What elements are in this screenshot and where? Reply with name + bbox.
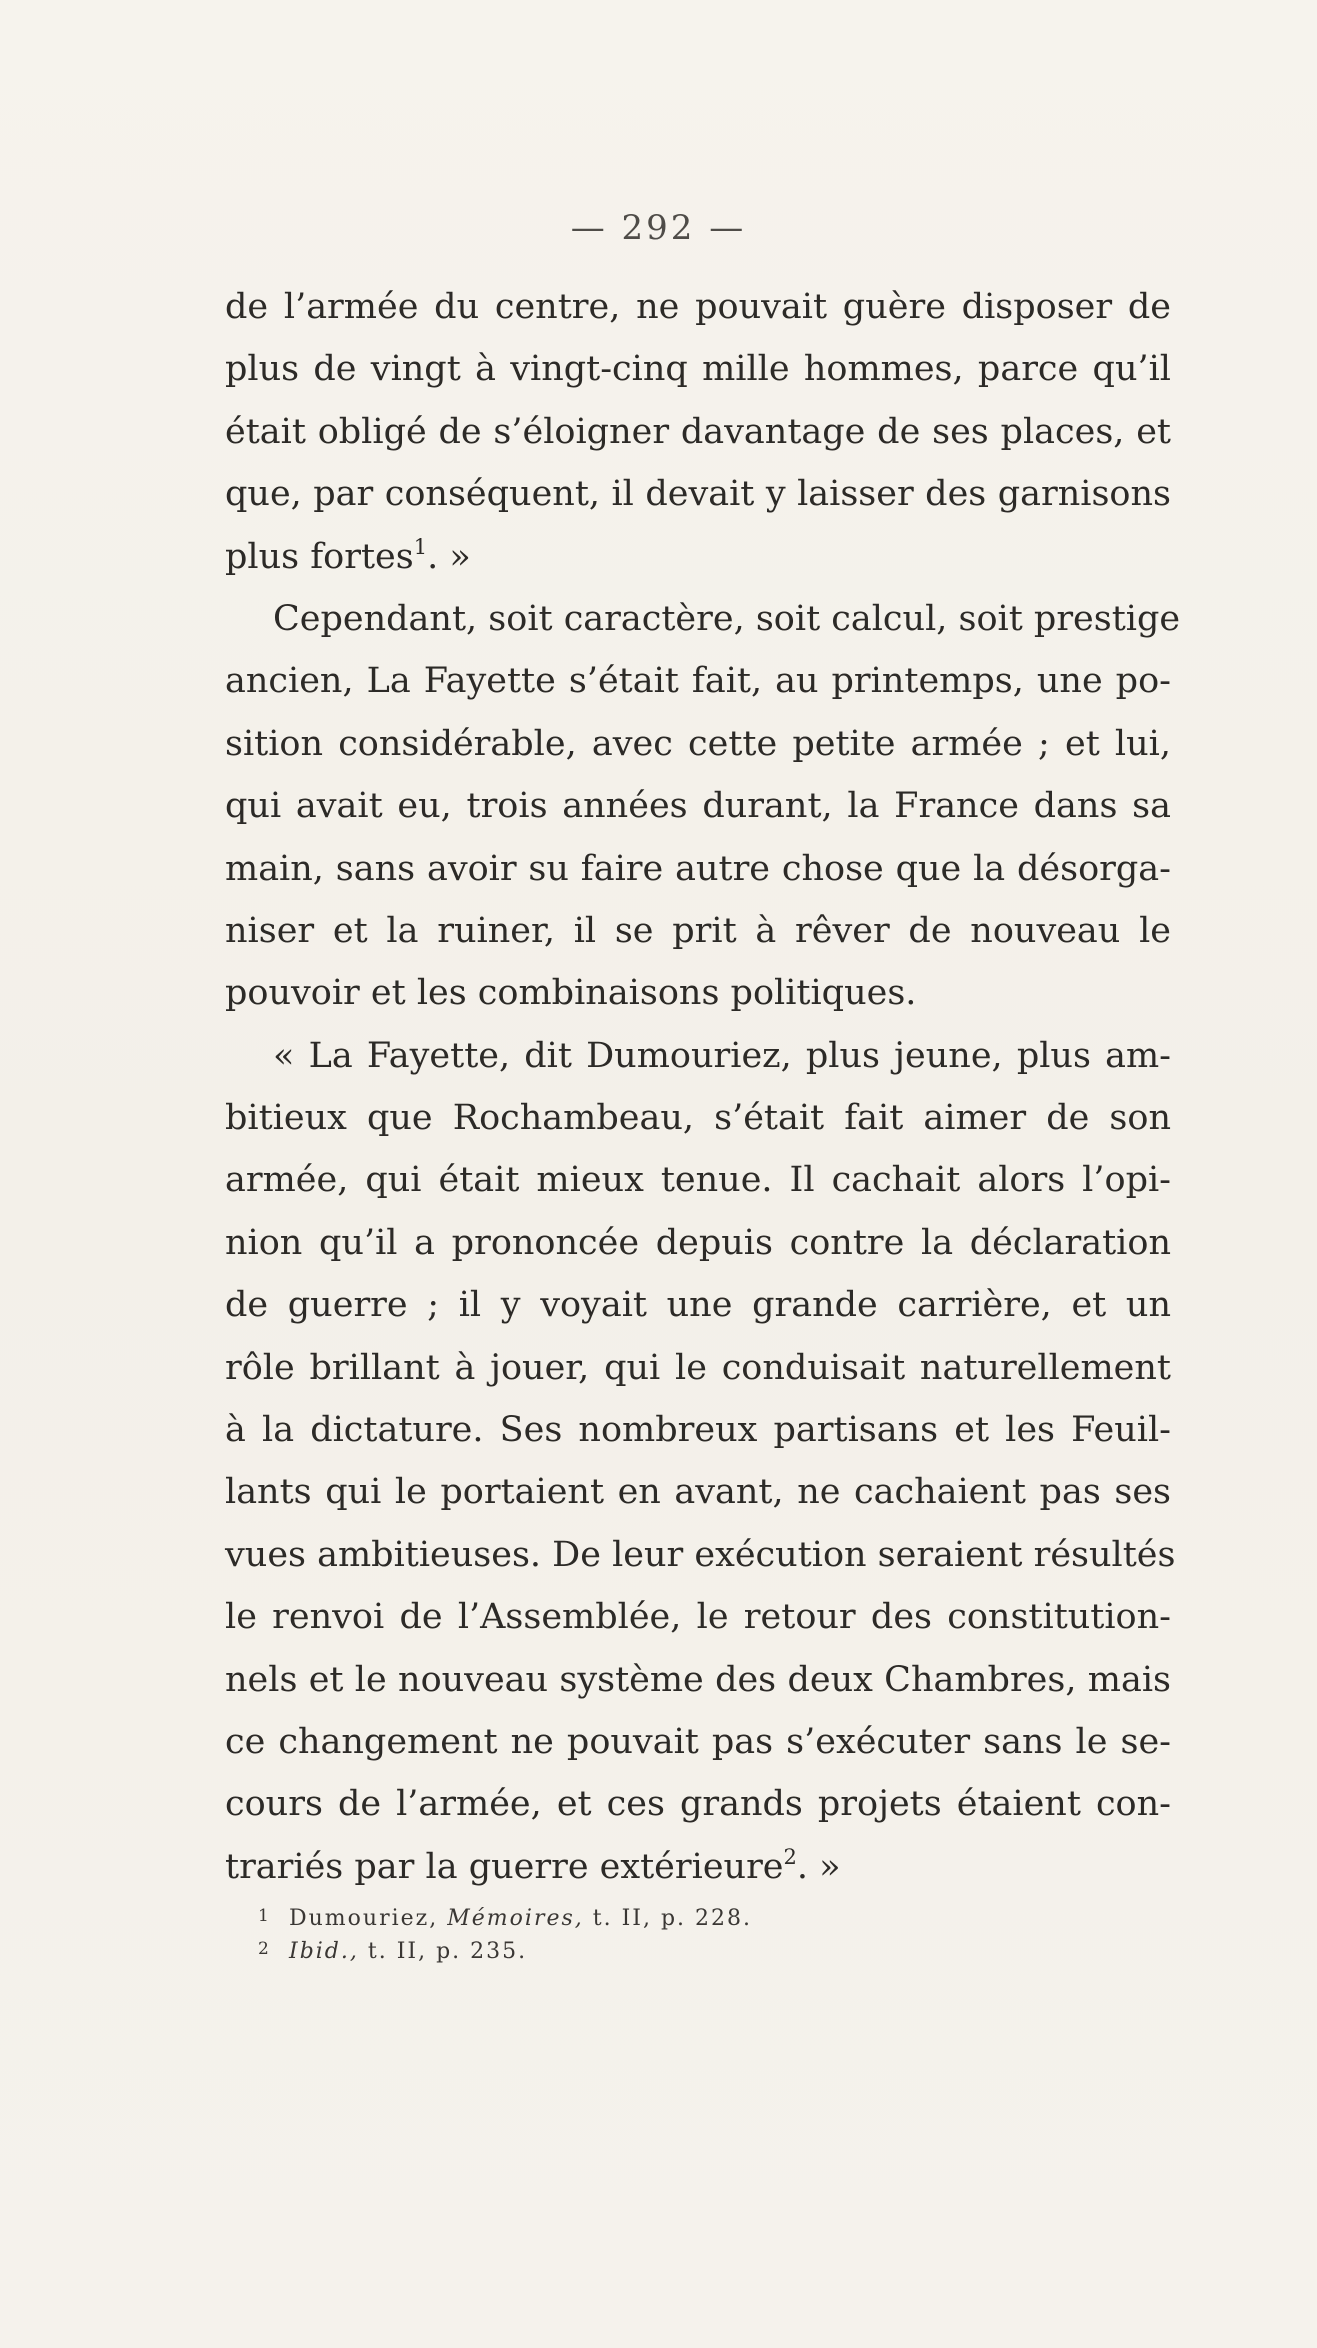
text-line: de guerre ; il y voyait une grande carrière, et un — [225, 1285, 1171, 1326]
text-line: que, par conséquent, il devait y laisser des garnisons — [225, 474, 1171, 515]
text-line: vues ambitieuses. De leur exécution seraient résultés — [225, 1534, 1176, 1575]
text-line-content: trariés par la guerre extérieure — [225, 1846, 784, 1887]
footnote-title: Ibid., — [289, 1939, 359, 1964]
footnote-mark: 1 — [258, 1906, 271, 1926]
footnote-1 — [258, 1900, 958, 1933]
body-text — [225, 276, 1181, 1898]
text-line: pouvoir et les combinaisons politiques. — [225, 973, 917, 1014]
text-line: lants qui le portaient en avant, ne cachaient pas ses — [225, 1472, 1171, 1513]
text-line: Cependant, soit caractère, soit calcul, soit prestige — [273, 598, 1181, 639]
text-line: bitieux que Rochambeau, s’était fait aimer de son — [225, 1098, 1171, 1139]
footnote-title: Mémoires, — [447, 1906, 584, 1931]
text-line: nion qu’il a prononcée depuis contre la déclaration — [225, 1222, 1171, 1263]
text-line: ce changement ne pouvait pas s’exécuter sans le se- — [225, 1721, 1171, 1762]
footnote-ref-2[interactable]: 2 — [783, 1844, 797, 1869]
page-number: — 292 — — [570, 208, 747, 248]
footnotes — [258, 1900, 958, 1966]
text-line: armée, qui était mieux tenue. Il cachait alors l’opi- — [225, 1160, 1171, 1201]
text-line: rôle brillant à jouer, qui le conduisait naturellement — [225, 1347, 1171, 1388]
text-line: sition considérable, avec cette petite armée ; et lui, — [225, 723, 1171, 764]
text-line: plus de vingt à vingt-cinq mille hommes, parce qu’il — [225, 349, 1171, 390]
text-line: à la dictature. Ses nombreux partisans et les Feuil- — [225, 1410, 1171, 1451]
footnote-2 — [258, 1933, 958, 1966]
closing-quote: . » — [796, 1846, 841, 1887]
text-line — [225, 1836, 1171, 1898]
text-line: « La Fayette, dit Dumouriez, plus jeune, plus am- — [273, 1035, 1171, 1076]
text-line: main, sans avoir su faire autre chose que la désorga- — [225, 848, 1171, 889]
text-line: cours de l’armée, et ces grands projets étaient con- — [225, 1784, 1171, 1825]
footnote-reference: t. II, p. 228. — [592, 1906, 753, 1931]
footnote-ref-1[interactable]: 1 — [413, 534, 428, 559]
text-line — [225, 526, 1171, 588]
footnote-mark: 2 — [258, 1939, 271, 1959]
text-line: le renvoi de l’Assemblée, le retour des constitution- — [225, 1597, 1171, 1638]
footnote-author: Dumouriez, — [289, 1906, 439, 1931]
text-line: nels et le nouveau système des deux Chambres, mais — [225, 1659, 1171, 1700]
text-line: ancien, La Fayette s’était fait, au printemps, une po- — [225, 661, 1171, 702]
text-line: qui avait eu, trois années durant, la France dans sa — [225, 786, 1171, 827]
text-line: de l’armée du centre, ne pouvait guère disposer de — [225, 287, 1171, 327]
footnote-reference: t. II, p. 235. — [367, 1939, 528, 1964]
text-line-content: plus fortes — [225, 536, 414, 577]
closing-quote: . » — [427, 536, 471, 577]
text-line: était obligé de s’éloigner davantage de ses places, et — [225, 411, 1171, 452]
text-line: niser et la ruiner, il se prit à rêver de nouveau le — [225, 910, 1171, 951]
